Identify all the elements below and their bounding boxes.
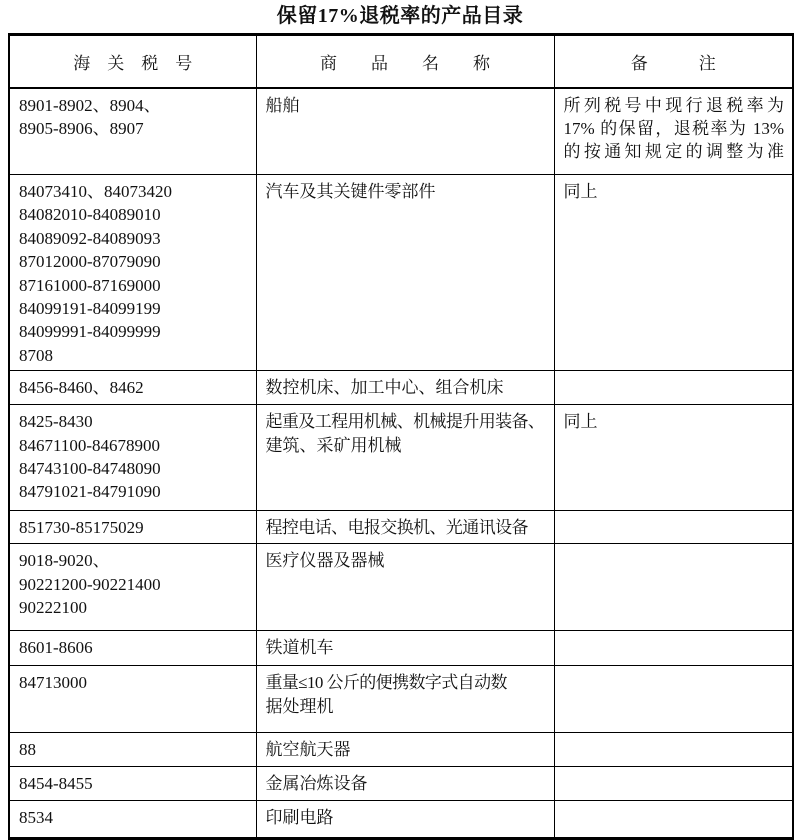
code-line: 84089092-84089093: [19, 228, 161, 248]
code-line: 8454-8455: [19, 774, 93, 794]
remarks-cell: [554, 767, 793, 801]
table-row: [9, 801, 793, 839]
codes-cell: [9, 801, 256, 839]
code-line: 84073410、84073420: [19, 182, 172, 201]
codes-cell: [9, 631, 256, 666]
product-line: 航空航天器: [265, 740, 351, 760]
remarks-cell: [554, 631, 793, 666]
codes-cell: [9, 666, 256, 733]
codes-cell: [9, 544, 256, 631]
product-cell: [256, 631, 554, 666]
code-line: 88: [19, 740, 36, 760]
product-cell: [256, 405, 554, 511]
remarks-cell: [554, 733, 793, 767]
product-cell: [256, 801, 554, 839]
remarks-cell: [554, 511, 793, 544]
rebate-rate-product-table: [8, 33, 794, 840]
code-line: 84099991-84099999: [19, 322, 161, 342]
remarks-cell: [554, 801, 793, 839]
product-line: 程控电话、电报交换机、光通讯设备: [265, 518, 528, 538]
code-line: 90222100: [19, 598, 87, 618]
code-line: 8708: [19, 345, 53, 365]
remarks-cell: [554, 175, 793, 371]
code-line: 8534: [19, 808, 53, 828]
product-line: 金属冶炼设备: [265, 774, 368, 794]
table-row: [9, 371, 793, 405]
remark-line: 同上: [563, 412, 598, 432]
product-line: 建筑、采矿用机械: [265, 435, 402, 455]
code-line: 87161000-87169000: [19, 275, 161, 295]
codes-cell: [9, 511, 256, 544]
header-product-name: 商 品 名 称: [256, 35, 554, 88]
code-line: 8456-8460、8462: [19, 378, 144, 398]
code-line: 8901-8902、8904、: [19, 95, 161, 115]
product-cell: [256, 733, 554, 767]
code-line: 84791021-84791090: [19, 482, 161, 502]
codes-cell: [9, 767, 256, 801]
table-row: [9, 666, 793, 733]
code-line: 8905-8906、8907: [19, 118, 144, 138]
product-line: 重量≤10 公斤的便携数字式自动数: [265, 673, 507, 693]
product-line: 起重及工程用机械、机械提升用装备、: [265, 412, 545, 432]
table-row: [9, 767, 793, 801]
remarks-cell: [554, 666, 793, 733]
codes-cell: [9, 88, 256, 175]
table-row: [9, 88, 793, 175]
code-line: 90221200-90221400: [19, 574, 161, 594]
codes-cell: [9, 405, 256, 511]
table-row: [9, 175, 793, 371]
remark-line: 同上: [563, 182, 598, 201]
remark-line: 所列税号中现行退税率为: [563, 95, 784, 115]
product-cell: [256, 767, 554, 801]
code-line: 87012000-87079090: [19, 252, 161, 272]
page-title: 保留17%退税率的产品目录: [276, 5, 524, 27]
remarks-cell: [554, 88, 793, 175]
product-line: 铁道机车: [265, 638, 334, 658]
product-cell: [256, 371, 554, 405]
code-line: 84082010-84089010: [19, 205, 161, 225]
product-line: 船舶: [265, 95, 300, 115]
code-line: 84743100-84748090: [19, 459, 161, 479]
product-line: 数控机床、加工中心、组合机床: [265, 378, 504, 398]
header-row: [9, 35, 793, 88]
table-row: [9, 511, 793, 544]
codes-cell: [9, 371, 256, 405]
product-line: 汽车及其关键件零部件: [265, 182, 436, 201]
code-line: 9018-9020、: [19, 551, 110, 571]
codes-cell: [9, 175, 256, 371]
remark-line: 的按通知规定的调整为准: [563, 142, 784, 162]
code-line: 84671100-84678900: [19, 435, 161, 455]
remarks-cell: [554, 544, 793, 631]
code-line: 84099191-84099199: [19, 299, 161, 319]
table-row: [9, 733, 793, 767]
product-line: 印刷电路: [265, 808, 334, 828]
product-line: 医疗仪器及器械: [265, 551, 385, 571]
remarks-cell: [554, 371, 793, 405]
table-row: [9, 631, 793, 666]
remarks-cell: [554, 405, 793, 511]
code-line: 84713000: [19, 673, 87, 693]
product-line: 据处理机: [265, 696, 334, 716]
product-cell: [256, 175, 554, 371]
header-customs-code: 海 关 税 号: [9, 35, 256, 88]
product-cell: [256, 511, 554, 544]
product-cell: [256, 544, 554, 631]
codes-cell: [9, 733, 256, 767]
code-line: 851730-85175029: [19, 518, 144, 538]
product-cell: [256, 666, 554, 733]
product-cell: [256, 88, 554, 175]
remark-line: 17% 的保留，退税率为 13%: [563, 118, 784, 138]
table-row: [9, 405, 793, 511]
header-remarks: 备 注: [554, 35, 793, 88]
table-row: [9, 544, 793, 631]
code-line: 8425-8430: [19, 412, 93, 432]
code-line: 8601-8606: [19, 638, 93, 658]
